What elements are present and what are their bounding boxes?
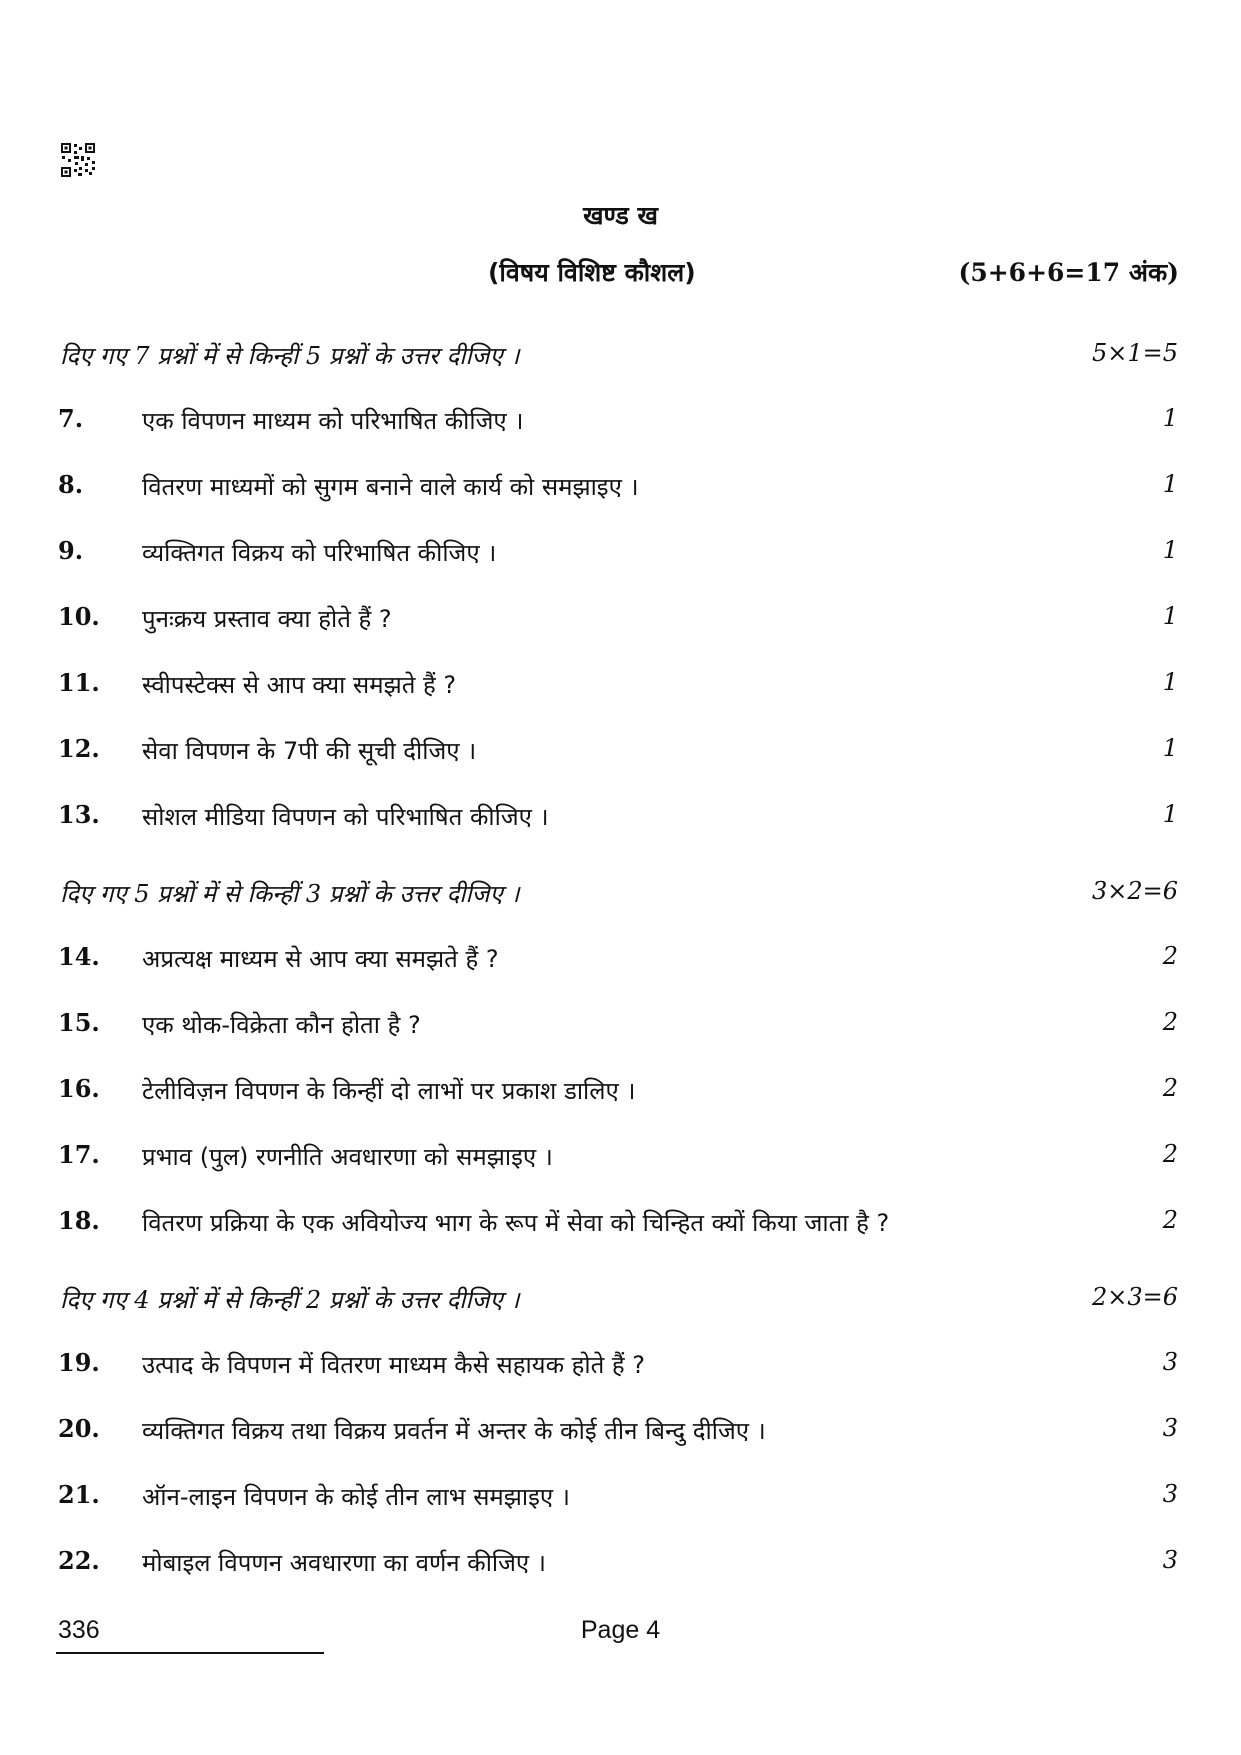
question-item (58, 1206, 1178, 1242)
question-number: 20. (58, 1414, 100, 1443)
question-number: 11. (58, 668, 100, 697)
question-number: 10. (58, 602, 100, 631)
instruction-marks: 3×2=6 (1091, 877, 1178, 905)
question-item (58, 800, 1178, 836)
instruction-marks: 5×1=5 (1091, 339, 1178, 367)
question-item (58, 1546, 1178, 1582)
question-number: 9. (58, 536, 84, 565)
question-text: मोबाइल विपणन अवधारणा का वर्णन कीजिए । (142, 1549, 546, 1577)
question-item (58, 1414, 1178, 1450)
instruction-text: दिए गए 7 प्रश्नों में से किन्हीं 5 प्रश्नों के उत्तर दीजिए । (60, 342, 520, 370)
question-marks: 1 (1162, 470, 1178, 498)
question-marks: 1 (1162, 404, 1178, 432)
question-marks: 3 (1162, 1546, 1178, 1574)
total-marks: (5+6+6=17 अंक) (958, 258, 1179, 287)
question-number: 21. (58, 1480, 100, 1509)
question-marks: 1 (1162, 602, 1178, 630)
group-instruction (60, 1283, 1178, 1319)
question-marks: 3 (1162, 1348, 1178, 1376)
question-number: 19. (58, 1348, 100, 1377)
question-item (58, 942, 1178, 978)
question-marks: 2 (1162, 1140, 1178, 1168)
question-item (58, 1008, 1178, 1044)
question-text: सेवा विपणन के 7पी की सूची दीजिए । (142, 737, 477, 765)
question-marks: 1 (1162, 800, 1178, 828)
question-text: पुनःक्रय प्रस्ताव क्या होते हैं ? (142, 605, 392, 633)
question-marks: 2 (1162, 1206, 1178, 1234)
group-instruction (60, 877, 1178, 913)
group-instruction (60, 339, 1178, 375)
instruction-marks: 2×3=6 (1091, 1283, 1178, 1311)
question-text: व्यक्तिगत विक्रय को परिभाषित कीजिए । (142, 539, 497, 567)
question-marks: 1 (1162, 536, 1178, 564)
paper-code: 336 (58, 1616, 100, 1644)
question-number: 16. (58, 1074, 100, 1103)
page-number: Page 4 (580, 1616, 661, 1644)
question-text: प्रभाव (पुल) रणनीति अवधारणा को समझाइए । (142, 1143, 553, 1171)
question-item (58, 734, 1178, 770)
question-marks: 1 (1162, 668, 1178, 696)
question-item (58, 1074, 1178, 1110)
question-number: 8. (58, 470, 84, 499)
question-marks: 2 (1162, 1074, 1178, 1102)
footer-divider (56, 1652, 324, 1654)
question-item (58, 404, 1178, 440)
question-number: 7. (58, 404, 84, 433)
question-text: वितरण प्रक्रिया के एक अवियोज्य भाग के रूप में सेवा को चिन्हित क्यों किया जाता है ? (142, 1209, 890, 1237)
instruction-text: दिए गए 4 प्रश्नों में से किन्हीं 2 प्रश्नों के उत्तर दीजिए । (60, 1286, 520, 1314)
question-number: 12. (58, 734, 100, 763)
question-item (58, 470, 1178, 506)
question-number: 17. (58, 1140, 100, 1169)
question-text: व्यक्तिगत विक्रय तथा विक्रय प्रवर्तन में अन्तर के कोई तीन बिन्दु दीजिए । (142, 1417, 766, 1445)
question-text: एक थोक-विक्रेता कौन होता है ? (142, 1011, 421, 1039)
qr-code-icon (60, 142, 96, 178)
question-item (58, 1348, 1178, 1384)
question-text: एक विपणन माध्यम को परिभाषित कीजिए । (142, 407, 524, 435)
section-subtitle: (विषय विशिष्ट कौशल) (488, 258, 696, 287)
question-marks: 3 (1162, 1414, 1178, 1442)
question-item (58, 602, 1178, 638)
question-marks: 1 (1162, 734, 1178, 762)
question-item (58, 1140, 1178, 1176)
question-item (58, 536, 1178, 572)
question-marks: 2 (1162, 1008, 1178, 1036)
question-number: 18. (58, 1206, 100, 1235)
question-text: सोशल मीडिया विपणन को परिभाषित कीजिए । (142, 803, 549, 831)
question-text: वितरण माध्यमों को सुगम बनाने वाले कार्य को समझाइए । (142, 473, 639, 501)
question-number: 15. (58, 1008, 100, 1037)
subtitle-row (0, 255, 1241, 295)
question-item (58, 668, 1178, 704)
question-item (58, 1480, 1178, 1516)
question-text: ऑन-लाइन विपणन के कोई तीन लाभ समझाइए । (142, 1483, 570, 1511)
question-text: टेलीविज़न विपणन के किन्हीं दो लाभों पर प्रकाश डालिए । (142, 1077, 636, 1105)
question-text: स्वीपस्टेक्स से आप क्या समझते हैं ? (142, 671, 457, 699)
question-number: 13. (58, 800, 100, 829)
section-title: खण्ड ख (583, 201, 658, 230)
question-number: 22. (58, 1546, 100, 1575)
question-number: 14. (58, 942, 100, 971)
question-text: उत्पाद के विपणन में वितरण माध्यम कैसे सहायक होते हैं ? (142, 1351, 646, 1379)
question-text: अप्रत्यक्ष माध्यम से आप क्या समझते हैं ? (142, 945, 499, 973)
question-marks: 2 (1162, 942, 1178, 970)
question-marks: 3 (1162, 1480, 1178, 1508)
instruction-text: दिए गए 5 प्रश्नों में से किन्हीं 3 प्रश्नों के उत्तर दीजिए । (60, 880, 520, 908)
